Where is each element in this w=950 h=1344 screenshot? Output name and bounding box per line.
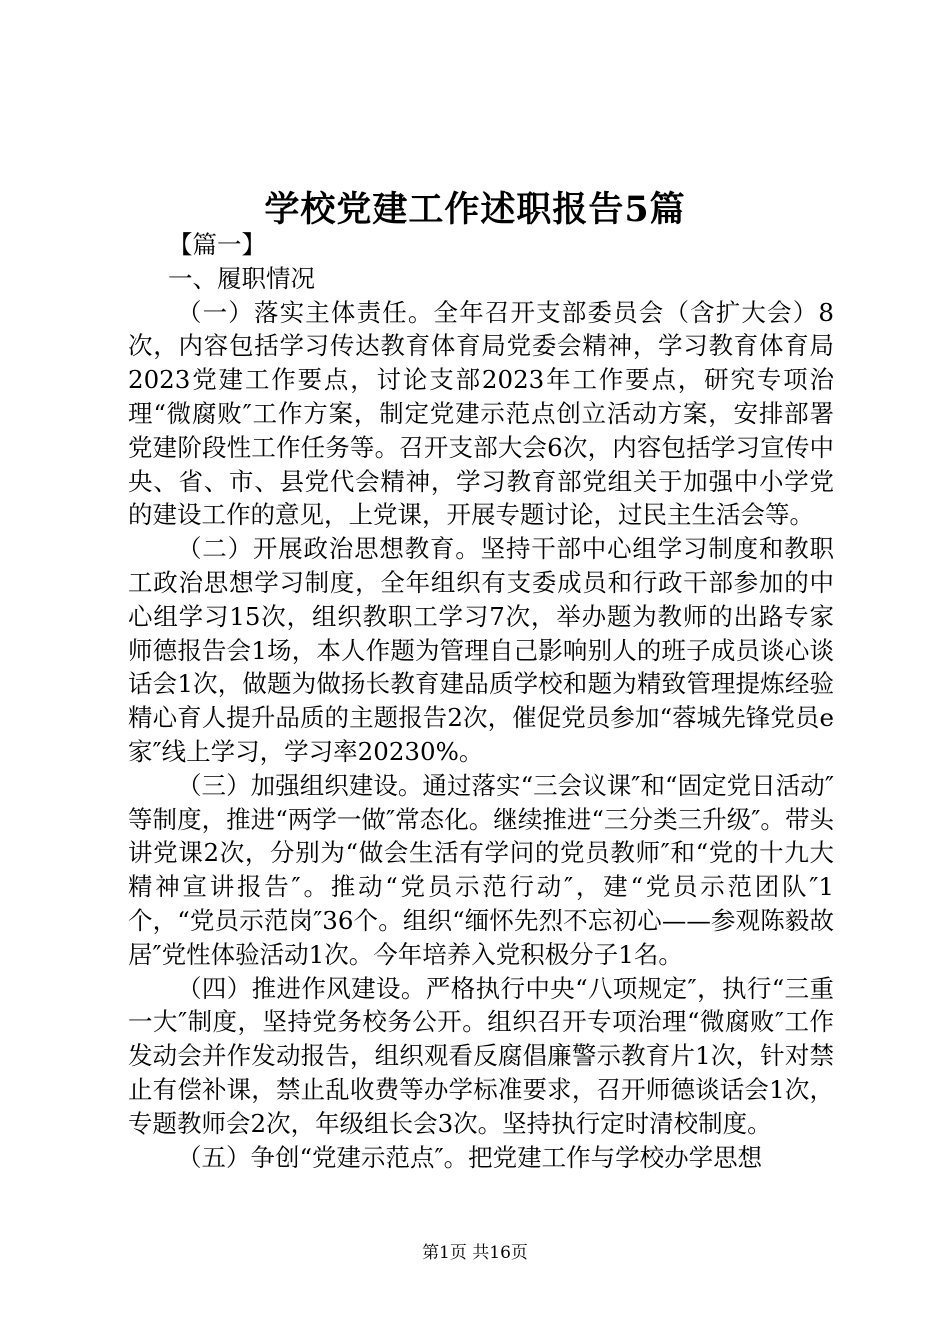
paragraph-3: （三）加强组织建设。通过落实“三会议课″和“固定党日活动″等制度，推进“两学一做″常态化。继续推进“三分类三升级″。带头讲党课2次，分别为“做会生活有学问的党员教师″和“党的十九大精神宣讲报告″。推动“党员示范行动″，建“党员示范团队″1个，“党员示范岗″36个。组织“缅怀先烈不忘初心——参观陈毅故居″党性体验活动1次。今年培养入党积极分子1名。 (128, 770, 834, 969)
document-body (128, 228, 834, 1174)
page-footer: 第1页 共16页 (422, 1243, 528, 1263)
section-label: 【篇一】 (168, 230, 266, 259)
paragraph-4: （四）推进作风建设。严格执行中央“八项规定″，执行“三重一大″制度，坚持党务校务公开。组织召开专项治理“微腐败″工作发动会并作发动报告，组织观看反腐倡廉警示教育片1次，针对禁止有偿补课，禁止乱收费等办学标准要求，召开师德谈话会1次，专题教师会2次，年级组长会3次。坚持执行定时清校制度。 (128, 973, 834, 1138)
section-heading: 一、履职情况 (168, 263, 315, 293)
document-title: 学校党建工作述职报告5篇 (264, 189, 686, 230)
paragraph-5: （五）争创“党建示范点″。把党建工作与学校办学思想 (177, 1142, 763, 1172)
paragraph-1: （一）落实主体责任。全年召开支部委员会（含扩大会）8次，内容包括学习传达教育体育局党委会精神，学习教育体育局2023党建工作要点，讨论支部2023年工作要点，研究专项治理“微腐败″工作方案，制定党建示范点创立活动方案，安排部署党建阶段性工作任务等。召开支部大会6次，内容包括学习宣传中央、省、市、县党代会精神，学习教育部党组关于加强中小学党的建设工作的意见，上党课，开展专题讨论，过民主生活会等。 (128, 297, 834, 530)
paragraph-2: （二）开展政治思想教育。坚持干部中心组学习制度和教职工政治思想学习制度，全年组织有支委成员和行政干部参加的中心组学习15次，组织教职工学习7次，举办题为教师的出路专家师德报告会1场，本人作题为管理自己影响别人的班子成员谈心谈话会1次，做题为做扬长教育建品质学校和题为精致管理提炼经验精心育人提升品质的主题报告2次，催促党员参加“蓉城先锋党员e家″线上学习，学习率20230%。 (128, 534, 834, 766)
